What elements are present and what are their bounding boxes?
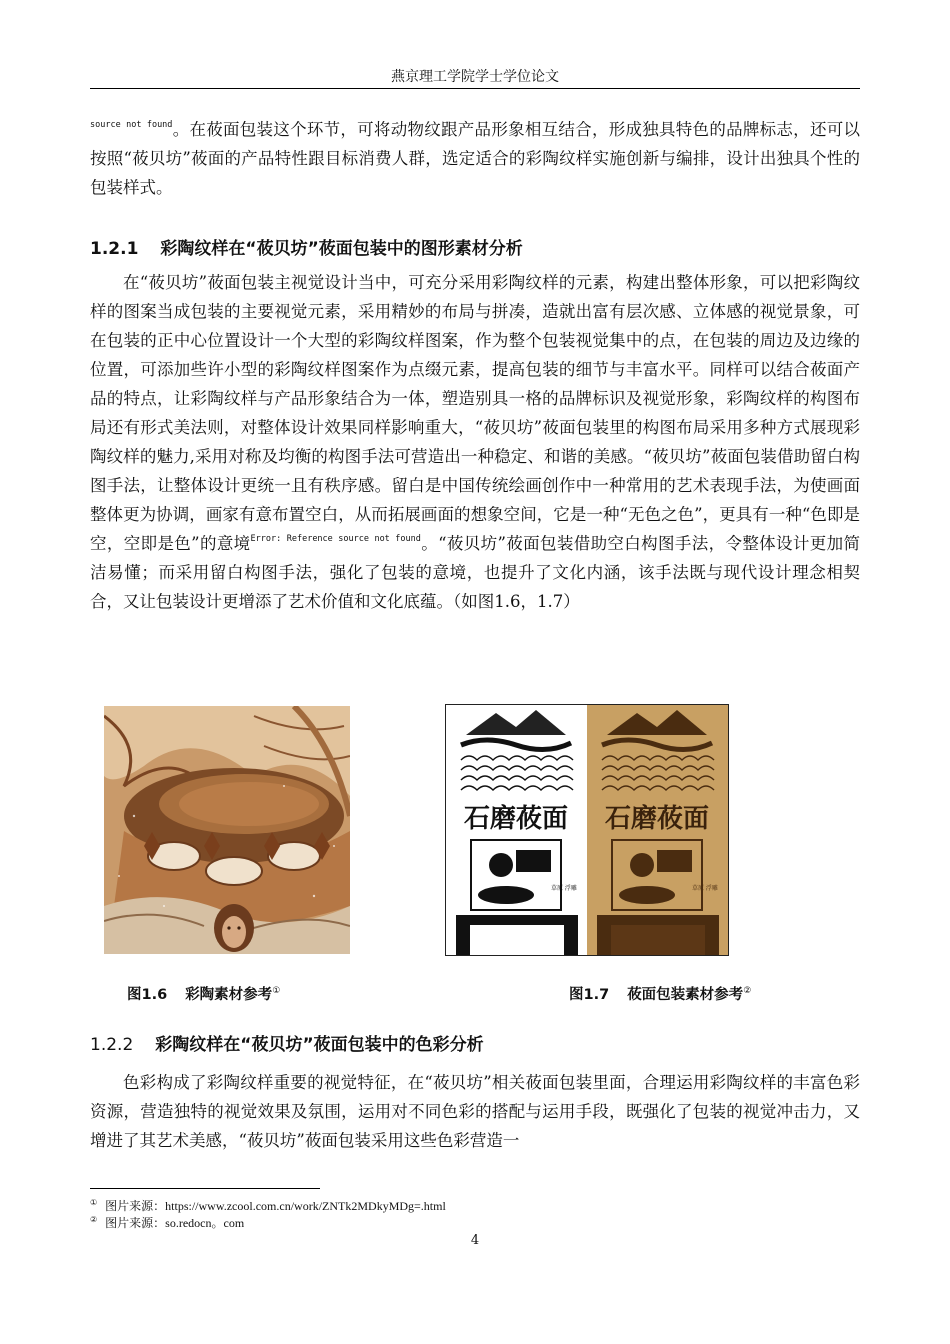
paragraph-2 bbox=[90, 268, 860, 616]
footnote-text: 图片来源：so.redocn。com bbox=[105, 1216, 245, 1230]
running-header: 燕京理工学院学士学位论文 bbox=[391, 69, 559, 85]
page-number: 4 bbox=[470, 1233, 480, 1248]
reference-error-fragment: source not found bbox=[90, 120, 173, 130]
footnote-1 bbox=[90, 1197, 446, 1214]
figure-1-6-caption bbox=[127, 983, 280, 1004]
pottery-illustration-image bbox=[104, 706, 350, 954]
figure-caption-text: 莜面包装素材参考 bbox=[627, 987, 744, 1003]
section-title: 彩陶纹样在“莜贝坊”莜面包装中的色彩分析 bbox=[155, 1035, 484, 1055]
packaging-side-text-left: 草原 浮雕 bbox=[551, 885, 577, 892]
paragraph-3-text: 色彩构成了彩陶纹样重要的视觉特征，在“莜贝坊”相关莜面包装里面，合理运用彩陶纹样的丰富色彩资源，营造独特的视觉效果及氛围，运用对不同色彩的搭配与运用手段，既强化了包装的视觉冲击力，又增进了其艺术美感，“莜贝坊”莜面包装采用这些色彩营造一 bbox=[90, 1073, 860, 1150]
section-heading-1-2-1 bbox=[90, 234, 523, 259]
footnote-rule bbox=[90, 1188, 320, 1189]
packaging-side-text-right: 草原 浮雕 bbox=[692, 885, 718, 892]
header-rule bbox=[90, 88, 860, 89]
paragraph-1-text: 。在莜面包装这个环节，可将动物纹跟产品形象相互结合，形成独具特色的品牌标志，还可以按照“莜贝坊”莜面的产品特性跟目标消费人群，选定适合的彩陶纹样实施创新与编排，设计出独具个性的包装样式。 bbox=[90, 120, 860, 197]
footnote-mark: ② bbox=[90, 1215, 98, 1224]
paragraph-2-text-b: 。“莜贝坊”莜面包装借助空白构图手法，令整体设计更加简洁易懂；而采用留白构图手法，强化了包装的意境，也提升了文化内涵，该手法既与现代设计理念相契合，又让包装设计更增添了艺术价值和文化底蕴。（如图1.6，1.7） bbox=[90, 534, 860, 611]
packaging-artwork-image bbox=[446, 705, 728, 955]
paragraph-1 bbox=[90, 115, 860, 202]
packaging-brand-text-right: 石磨莜面 bbox=[604, 804, 710, 834]
figure-caption-text: 彩陶素材参考 bbox=[185, 987, 273, 1003]
section-number: 1.2.1 bbox=[90, 239, 139, 259]
paragraph-3 bbox=[90, 1068, 860, 1155]
footnote-marker: ① bbox=[272, 986, 281, 997]
footnote-2 bbox=[90, 1214, 244, 1231]
figure-1-7-caption bbox=[569, 983, 751, 1004]
section-title: 彩陶纹样在“莜贝坊”莜面包装中的图形素材分析 bbox=[160, 239, 523, 259]
paragraph-2-text-a: 在“莜贝坊”莜面包装主视觉设计当中，可充分采用彩陶纹样的元素，构建出整体形象，可以把彩陶纹样的图案当成包装的主要视觉元素，采用精妙的布局与拼凑，造就出富有层次感、立体感的视觉景象，可在包装的正中心位置设计一个大型的彩陶纹样图案，作为整个包装视觉集中的点，在包装的周边及边缘的位置，可添加些许小型的彩陶纹样图案作为点缀元素，提高包装的细节与丰富水平。同样可以结合莜面产品的特点，让彩陶纹样与产品形象结合为一体，塑造别具一格的品牌标识及视觉形象，彩陶纹样的构图布局还有形式美法则，对整体设计效果同样影响重大，“莜贝坊”莜面包装里的构图布局采用多种方式展现彩陶纹样的魅力,采用对称及均衡的构图手法可营造出一种稳定、和谐的美感。“莜贝坊”莜面包装借助留白构图手法，让整体设计更统一且有秩序感。留白是中国传统绘画创作中一种常用的艺术表现手法，为使画面整体更为协调，画家有意布置空白，从而拓展画面的想象空间，它是一种“无色之色”，更具有一种“色即是空，空即是色”的意境 bbox=[90, 273, 860, 553]
reference-error-fragment: Error: Reference source not found bbox=[250, 534, 421, 544]
packaging-brand-text-left: 石磨莜面 bbox=[463, 804, 569, 834]
figure-packaging-artwork bbox=[445, 704, 729, 956]
footnote-text: 图片来源：https://www.zcool.com.cn/work/ZNTk2MDkyMDg=.html bbox=[105, 1199, 446, 1213]
section-number: 1.2.2 bbox=[90, 1035, 134, 1055]
footnote-mark: ① bbox=[90, 1198, 98, 1207]
section-heading-1-2-2 bbox=[90, 1030, 484, 1055]
footnote-marker: ② bbox=[743, 986, 752, 997]
figure-label: 图1.7 bbox=[569, 987, 610, 1003]
figure-pottery-illustration bbox=[104, 706, 350, 954]
figure-label: 图1.6 bbox=[127, 987, 168, 1003]
